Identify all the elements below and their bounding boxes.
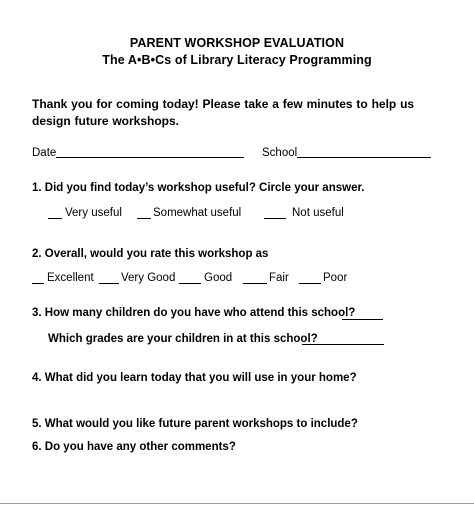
q2-option-very-good: Very Good [121, 272, 176, 284]
q1-option-very-useful: Very useful [65, 207, 122, 219]
question-6: 6. Do you have any other comments? [32, 441, 236, 453]
question-3b: Which grades are your children in at this school? [48, 333, 318, 345]
q2-option-good: Good [204, 272, 233, 284]
form-title: PARENT WORKSHOP EVALUATION [129, 36, 345, 50]
question-4: 4. What did you learn today that you will use in your home? [32, 372, 357, 384]
q1-blank-somewhat-useful[interactable] [137, 218, 151, 219]
page-bottom-divider [0, 503, 474, 504]
q2-blank-very-good[interactable] [99, 283, 119, 284]
q2-blank-poor[interactable] [299, 283, 321, 284]
q1-option-not-useful: Not useful [292, 207, 344, 219]
form-subtitle: The A•B•Cs of Library Literacy Programming [102, 53, 372, 67]
q2-blank-good[interactable] [179, 283, 201, 284]
q2-option-fair: Fair [269, 272, 289, 284]
question-3: 3. How many children do you have who attend this school? [32, 307, 356, 319]
date-label: Date [32, 147, 57, 159]
intro-text: Thank you for coming today! Please take a few minutes to help us design future workshops. [32, 97, 415, 128]
q2-blank-fair[interactable] [243, 283, 267, 284]
q1-option-somewhat-useful: Somewhat useful [153, 207, 242, 219]
question-5: 5. What would you like future parent workshops to include? [32, 418, 358, 430]
q1-blank-very-useful[interactable] [48, 218, 62, 219]
date-field[interactable] [56, 157, 244, 158]
q2-blank-excellent[interactable] [32, 283, 44, 284]
q2-option-poor: Poor [323, 272, 348, 284]
q3-answer-field[interactable] [342, 319, 383, 320]
question-2: 2. Overall, would you rate this workshop as [32, 248, 269, 260]
q1-blank-not-useful[interactable] [264, 218, 286, 219]
school-field[interactable] [297, 157, 431, 158]
school-label: School [262, 147, 298, 159]
q2-option-excellent: Excellent [47, 272, 94, 284]
question-1: 1. Did you find today’s workshop useful? Circle your answer. [32, 182, 365, 194]
q3b-answer-field[interactable] [302, 344, 384, 345]
